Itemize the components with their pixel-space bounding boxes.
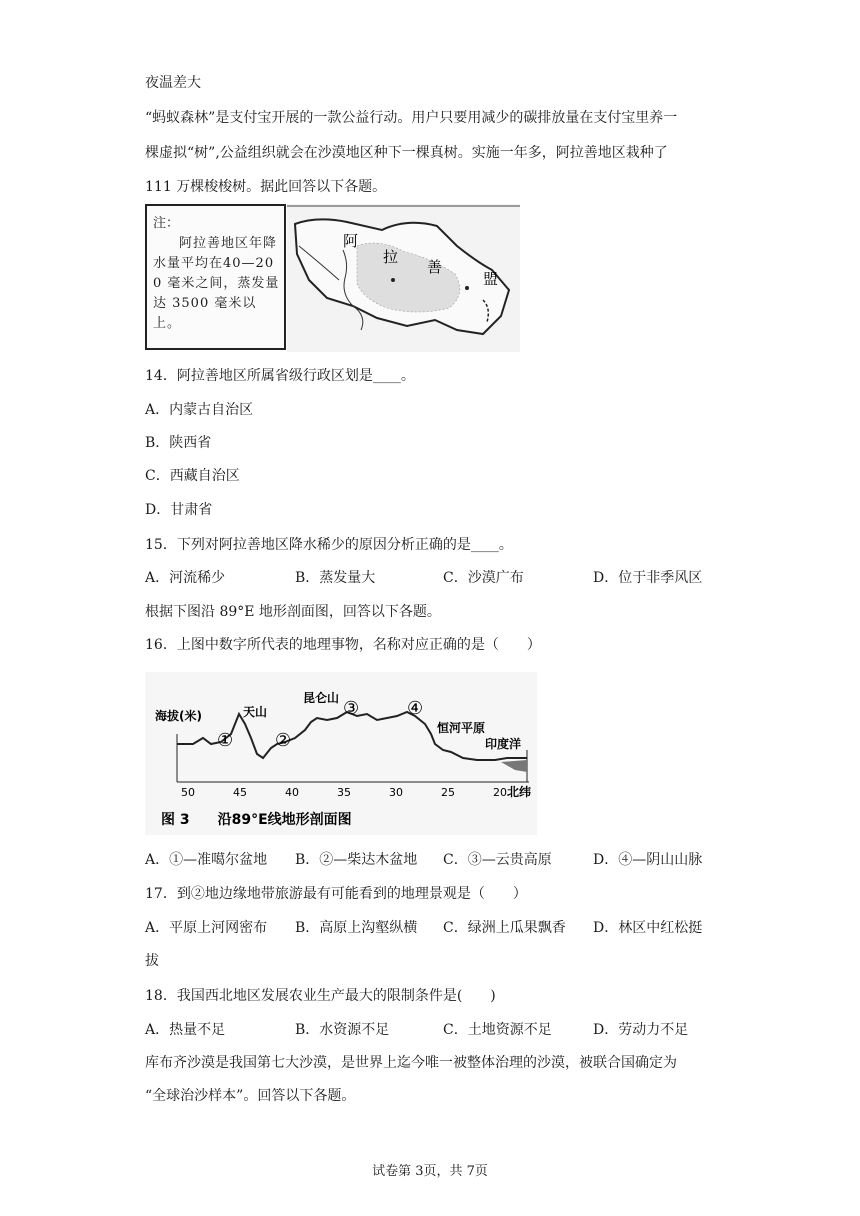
option-b[interactable]: B．陕西省 [145, 435, 212, 451]
map-label-meng: 盟 [483, 270, 499, 288]
x-tick-label: 50 [181, 786, 195, 799]
option-d[interactable]: D．劳动力不足 [593, 1022, 689, 1038]
y-axis-label: 海拔(米) [155, 709, 202, 723]
passage-line: “蚂蚁森林”是支付宝开展的一款公益行动。用户只要用减少的碳排放量在支付宝里养一 [145, 110, 678, 126]
alxa-map-image [287, 204, 520, 352]
x-tick-label: 20 [493, 786, 507, 799]
question-14-stem: 14．阿拉善地区所属省级行政区划是____。 [145, 368, 415, 384]
option-b[interactable]: B．蒸发量大 [295, 570, 376, 586]
label-circle-3: ③ [343, 698, 360, 719]
option-b[interactable]: B．高原上沟壑纵横 [295, 920, 418, 936]
label-circle-1: ① [217, 730, 234, 751]
question-17-stem: 17．到②地边缘地带旅游最有可能看到的地理景观是（ ） [145, 886, 527, 902]
option-c[interactable]: C．③—云贵高原 [443, 852, 552, 868]
x-tick-label: 45 [233, 786, 247, 799]
label-kunlun: 昆仑山 [303, 691, 340, 705]
option-a[interactable]: A．①—准噶尔盆地 [145, 852, 268, 868]
option-c[interactable]: C．西藏自治区 [145, 468, 240, 484]
option-b[interactable]: B．②—柴达木盆地 [295, 852, 418, 868]
label-tianshan: 天山 [243, 705, 268, 719]
option-a[interactable]: A．河流稀少 [145, 570, 226, 586]
option-d[interactable]: D．④—阴山山脉 [593, 852, 703, 868]
option-d[interactable]: D．位于非季风区 [593, 570, 703, 586]
question-18-stem: 18．我国西北地区发展农业生产最大的限制条件是( ) [145, 988, 496, 1004]
figure-caption: 图 3 沿89°E线地形剖面图 [161, 812, 352, 828]
passage-line: 111 万棵梭梭树。据此回答以下各题。 [145, 179, 387, 195]
label-circle-4: ④ [407, 698, 424, 719]
question-15-stem: 15．下列对阿拉善地区降水稀少的原因分析正确的是____。 [145, 537, 513, 553]
label-ganges-plain: 恒河平原 [437, 721, 486, 735]
option-a[interactable]: A．内蒙古自治区 [145, 402, 254, 418]
note-box [145, 204, 286, 350]
option-c[interactable]: C．土地资源不足 [443, 1022, 552, 1038]
note-text: 阿拉善地区年降水量平均在40—200 毫米之间，蒸发量达 3500 毫米以上。 [153, 236, 280, 331]
option-b[interactable]: B．水资源不足 [295, 1022, 390, 1038]
note-title: 注： [153, 216, 180, 231]
x-tick-label: 25 [441, 786, 455, 799]
x-tick-label: 35 [337, 786, 351, 799]
map-label-a: 阿 [343, 232, 359, 250]
option-d-wrap: 拔 [145, 953, 159, 969]
passage-line: “全球治沙样本”。回答以下各题。 [145, 1088, 356, 1104]
map-label-la: 拉 [383, 248, 399, 266]
passage-line: 棵虚拟“树”,公益组织就会在沙漠地区种下一棵真树。实施一年多，阿拉善地区栽种了 [145, 145, 668, 161]
option-d[interactable]: D．甘肃省 [145, 502, 213, 518]
option-d[interactable]: D．林区中红松挺 [593, 920, 703, 936]
map-label-shan: 善 [427, 258, 443, 276]
label-circle-2: ② [275, 730, 292, 751]
x-tick-label: 30 [389, 786, 403, 799]
page-footer: 试卷第 3页，共 7页 [372, 1164, 488, 1179]
option-c[interactable]: C．绿洲上瓜果飘香 [443, 920, 566, 936]
x-axis-label: 北纬 [507, 785, 532, 799]
question-16-stem: 16．上图中数字所代表的地理事物，名称对应正确的是（ ） [145, 637, 541, 653]
terrain-profile-figure [145, 672, 537, 835]
label-indian-ocean: 印度洋 [485, 737, 522, 751]
option-a[interactable]: A．平原上河网密布 [145, 920, 268, 936]
option-c[interactable]: C．沙漠广布 [443, 570, 524, 586]
passage-line: 库布齐沙漠是我国第七大沙漠，是世界上迄今唯一被整体治理的沙漠，被联合国确定为 [145, 1055, 677, 1071]
option-a[interactable]: A．热量不足 [145, 1022, 226, 1038]
section-intro: 根据下图沿 89°E 地形剖面图，回答以下各题。 [145, 604, 441, 620]
continued-text: 夜温差大 [145, 75, 201, 91]
x-tick-label: 40 [285, 786, 299, 799]
